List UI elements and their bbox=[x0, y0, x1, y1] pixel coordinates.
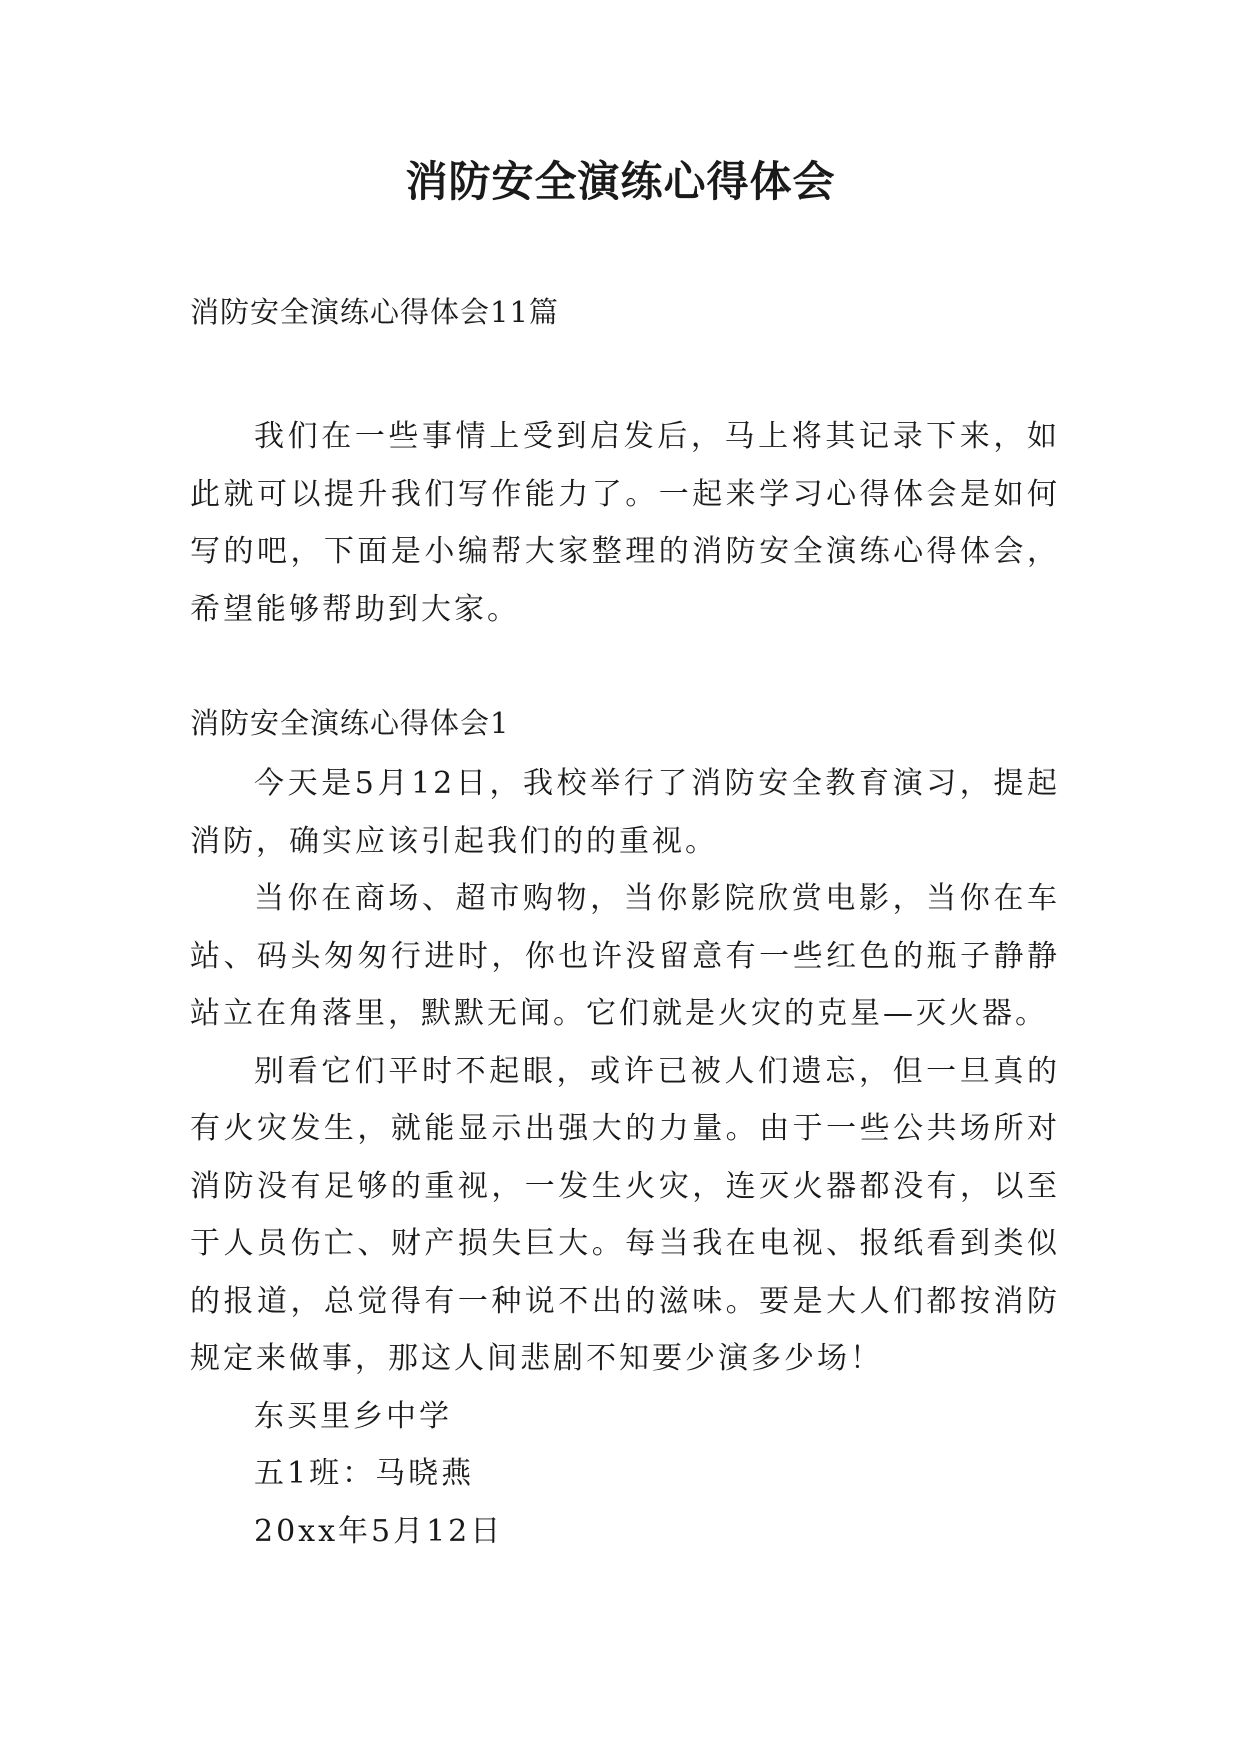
signature-school: 东买里乡中学 bbox=[254, 1398, 452, 1434]
signature-class-author: 五1班：马晓燕 bbox=[254, 1456, 475, 1491]
body-paragraph: 当你在商场、超市购物，当你影院欣赏电影，当你在车站、码头匆匆行进时，你也许没留意有一些红色的瓶子静静站立在角落里，默默无闻。它们就是火灾的克星—灭火器。 bbox=[190, 881, 1060, 1031]
body-paragraph: 别看它们平时不起眼，或许已被人们遗忘，但一旦真的有火灾发生，就能显示出强大的力量。由于一些公共场所对消防没有足够的重视，一发生火灾，连灭火器都没有，以至于人员伤亡、财产损失巨大。每当我在电视、报纸看到类似的报道，总觉得有一种说不出的滋味。要是大人们都按消防规定来做事，那这人间悲剧不知要少演多少场！ bbox=[190, 1053, 1060, 1376]
document-subtitle: 消防安全演练心得体会11篇 bbox=[190, 295, 559, 329]
body-paragraph: 今天是5月12日，我校举行了消防安全教育演习，提起消防，确实应该引起我们的的重视。 bbox=[190, 766, 1060, 859]
document-title: 消防安全演练心得体会 bbox=[405, 157, 836, 206]
essay-section-1 bbox=[190, 700, 1060, 1560]
section-heading: 消防安全演练心得体会1 bbox=[190, 706, 510, 740]
signature-date: 20xx年5月12日 bbox=[254, 1513, 504, 1549]
intro-paragraph: 我们在一些事情上受到启发后，马上将其记录下来，如此就可以提升我们写作能力了。一起来学习心得体会是如何写的吧，下面是小编帮大家整理的消防安全演练心得体会，希望能够帮助到大家。 bbox=[190, 419, 1060, 627]
